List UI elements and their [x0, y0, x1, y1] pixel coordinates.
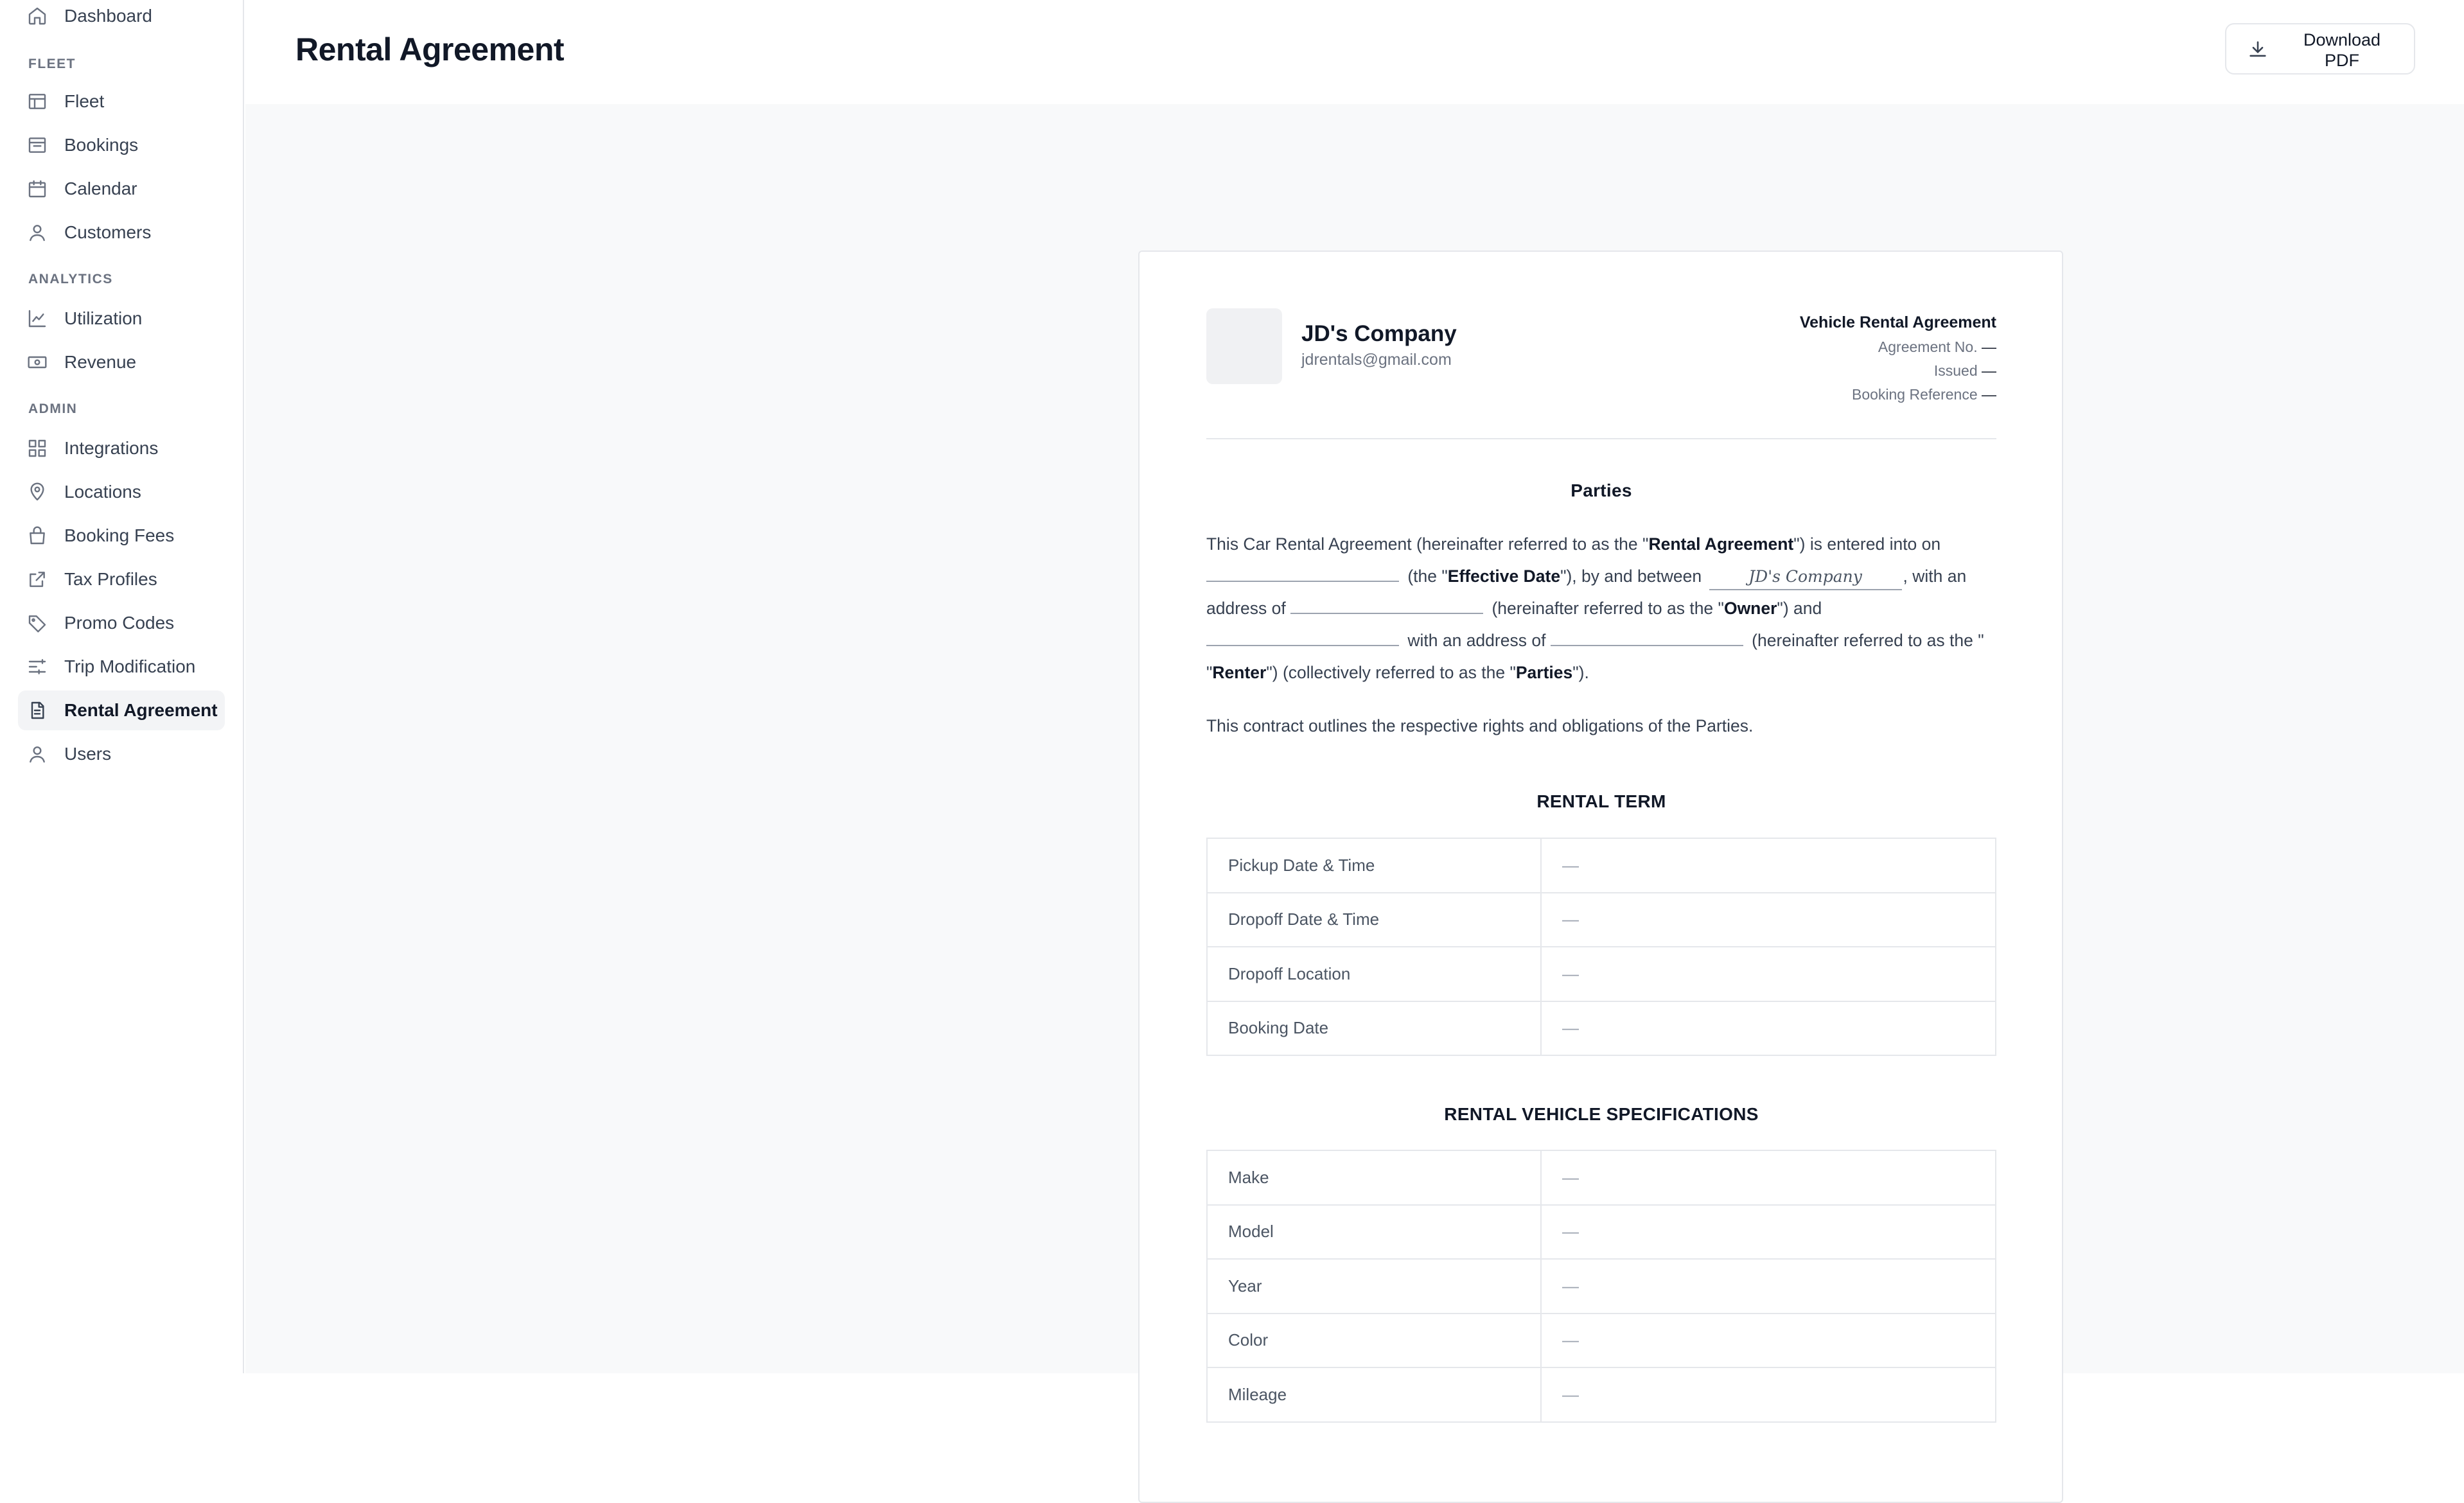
sidebar-item-label: Trip Modification	[64, 656, 196, 676]
row-value: —	[1541, 1314, 1996, 1368]
sidebar-item-bookings[interactable]	[18, 125, 225, 165]
row-value: —	[1541, 838, 1996, 893]
sidebar-item-label: Customers	[64, 222, 152, 242]
sidebar-item-label: Users	[64, 744, 112, 764]
sidebar-section-fleet: FLEET	[28, 57, 76, 71]
row-value: —	[1541, 893, 1996, 947]
sliders-icon	[27, 656, 48, 677]
download-icon	[2247, 39, 2269, 60]
renter-address-blank	[1551, 627, 1743, 646]
row-value: —	[1541, 1001, 1996, 1056]
external-link-icon	[27, 569, 48, 590]
sidebar-item-locations[interactable]	[18, 472, 225, 512]
calendar-icon	[27, 179, 48, 199]
sidebar-item-customers[interactable]	[18, 213, 225, 252]
table-row	[1207, 838, 1996, 893]
sidebar-item-dashboard[interactable]	[18, 0, 225, 36]
company-logo-placeholder	[1206, 308, 1282, 384]
row-label: Dropoff Location	[1207, 947, 1541, 1001]
row-label: Model	[1207, 1205, 1541, 1260]
sidebar-item-label: Revenue	[64, 352, 137, 372]
agreement-meta-title: Vehicle Rental Agreement	[1799, 313, 1996, 331]
sidebar-item-integrations[interactable]	[18, 428, 225, 468]
sidebar-item-revenue[interactable]	[18, 342, 225, 382]
tag-icon	[27, 613, 48, 633]
sidebar-item-fleet[interactable]	[18, 82, 225, 121]
effective-date-blank	[1206, 563, 1399, 582]
sidebar-section-analytics: ANALYTICS	[28, 272, 113, 286]
row-label: Make	[1207, 1150, 1541, 1205]
sidebar-item-label: Calendar	[64, 179, 137, 198]
grid-icon	[27, 438, 48, 459]
sidebar-item-trip-modification[interactable]	[18, 647, 225, 687]
renter-name-blank	[1206, 627, 1399, 646]
sidebar-item-tax-profiles[interactable]	[18, 559, 225, 599]
sidebar	[0, 0, 244, 1373]
sidebar-item-label: Integrations	[64, 438, 159, 458]
sidebar-item-label: Fleet	[64, 91, 105, 111]
rental-term-heading: RENTAL TERM	[1536, 791, 1666, 811]
agreement-document	[1138, 251, 2063, 1503]
sidebar-item-label: Booking Fees	[64, 525, 175, 545]
sidebar-item-utilization[interactable]	[18, 299, 225, 338]
owner-signature: JD's Company	[1709, 567, 1902, 590]
sidebar-item-rental-agreement[interactable]	[18, 690, 225, 730]
row-label: Pickup Date & Time	[1207, 838, 1541, 893]
line-chart-icon	[27, 308, 48, 329]
company-email: jdrentals@gmail.com	[1301, 351, 1452, 369]
parties-paragraph: This Car Rental Agreement (hereinafter referred to as the "Rental Agreement") is entered into on (the "Effective Date"), by and between JD's Company , with an address of (hereinafter referred to as the "Owner") and with an address of (hereinafter referred to as the " "Renter") (collectively referred to as the "Parties").	[1206, 534, 1984, 682]
page-header	[245, 0, 2464, 104]
user-icon	[27, 744, 48, 764]
sidebar-item-label: Promo Codes	[64, 613, 175, 633]
file-text-icon	[27, 700, 48, 721]
vehicle-specs-table	[1206, 1150, 1996, 1423]
map-pin-icon	[27, 482, 48, 502]
table-row	[1207, 947, 1996, 1001]
page-title: Rental Agreement	[295, 31, 565, 67]
sidebar-item-booking-fees[interactable]	[18, 516, 225, 556]
parties-heading: Parties	[1571, 480, 1632, 500]
sidebar-item-label: Bookings	[64, 135, 139, 155]
row-value: —	[1541, 1150, 1996, 1205]
sidebar-item-label: Dashboard	[64, 6, 152, 26]
agreement-meta	[1800, 310, 1996, 407]
table-row	[1207, 893, 1996, 947]
row-label: Booking Date	[1207, 1001, 1541, 1056]
sidebar-item-label: Utilization	[64, 308, 143, 328]
user-icon	[27, 222, 48, 243]
table-row	[1207, 1205, 1996, 1260]
archive-icon	[27, 135, 48, 155]
banknote-icon	[27, 352, 48, 373]
main-content	[245, 104, 2464, 1404]
table-row	[1207, 1150, 1996, 1205]
header-divider	[1206, 438, 1996, 439]
row-value: —	[1541, 947, 1996, 1001]
sidebar-item-label: Tax Profiles	[64, 569, 157, 589]
row-value: —	[1541, 1259, 1996, 1314]
sidebar-item-promo-codes[interactable]	[18, 603, 225, 643]
table-row	[1207, 1001, 1996, 1056]
company-name: JD's Company	[1301, 321, 1457, 346]
table-row	[1207, 1314, 1996, 1368]
row-value: —	[1541, 1205, 1996, 1260]
sidebar-item-calendar[interactable]	[18, 169, 225, 209]
contract-note: This contract outlines the respective rights and obligations of the Parties.	[1206, 716, 1754, 735]
home-icon	[27, 6, 48, 26]
table-row	[1207, 1367, 1996, 1422]
row-label: Dropoff Date & Time	[1207, 893, 1541, 947]
row-value: —	[1541, 1367, 1996, 1422]
download-pdf-button[interactable]	[2225, 23, 2415, 75]
agreement-issued: Issued —	[1933, 362, 1996, 379]
owner-address-blank	[1290, 595, 1483, 614]
download-pdf-label: Download PDF	[2303, 30, 2381, 70]
row-label: Mileage	[1207, 1367, 1541, 1422]
row-label: Color	[1207, 1314, 1541, 1368]
row-label: Year	[1207, 1259, 1541, 1314]
agreement-number: Agreement No. —	[1878, 338, 1996, 355]
sidebar-item-label: Rental Agreement	[64, 700, 218, 720]
agreement-booking-reference: Booking Reference —	[1851, 386, 1996, 403]
layout-icon	[27, 91, 48, 112]
sidebar-section-admin: ADMIN	[28, 401, 78, 416]
sidebar-item-users[interactable]	[18, 734, 225, 774]
rental-term-table	[1206, 838, 1996, 1056]
sidebar-item-label: Locations	[64, 482, 141, 502]
shopping-bag-icon	[27, 525, 48, 546]
vehicle-specs-heading: RENTAL VEHICLE SPECIFICATIONS	[1444, 1104, 1759, 1124]
table-row	[1207, 1259, 1996, 1314]
